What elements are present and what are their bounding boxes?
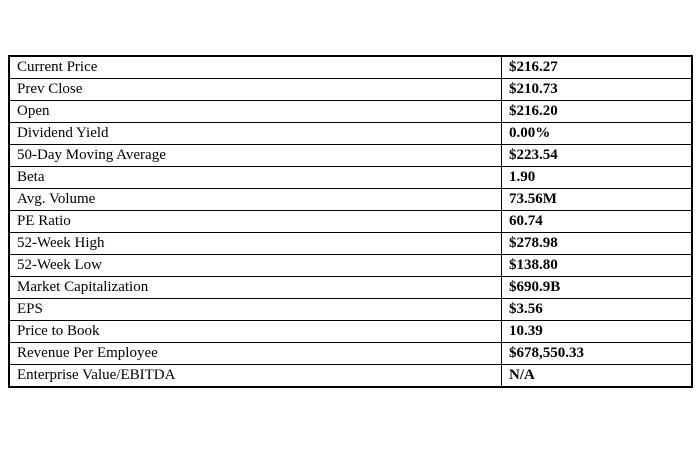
stat-label-cell: Enterprise Value/EBITDA <box>9 365 502 388</box>
stat-value-cell: $278.98 <box>502 233 693 255</box>
table-row <box>9 123 692 145</box>
table-row <box>9 343 692 365</box>
stat-value-cell: 10.39 <box>502 321 693 343</box>
table-row <box>9 365 692 388</box>
stat-label-cell: PE Ratio <box>9 211 502 233</box>
table-row <box>9 56 692 79</box>
table-row <box>9 321 692 343</box>
stat-value-cell: 60.74 <box>502 211 693 233</box>
stat-value-cell: N/A <box>502 365 693 388</box>
table-row <box>9 145 692 167</box>
stat-value-cell: $678,550.33 <box>502 343 693 365</box>
stat-value-cell: 0.00% <box>502 123 693 145</box>
stats-table <box>8 55 693 388</box>
stat-label-cell: Current Price <box>9 56 502 79</box>
stat-label-cell: Prev Close <box>9 79 502 101</box>
table-row <box>9 167 692 189</box>
stat-label-cell: 50-Day Moving Average <box>9 145 502 167</box>
table-row <box>9 211 692 233</box>
stat-value-cell: $3.56 <box>502 299 693 321</box>
stat-label-cell: Beta <box>9 167 502 189</box>
table-row <box>9 255 692 277</box>
stat-label-cell: Avg. Volume <box>9 189 502 211</box>
stat-label-cell: Open <box>9 101 502 123</box>
stat-value-cell: $138.80 <box>502 255 693 277</box>
stat-label-cell: 52-Week Low <box>9 255 502 277</box>
stat-value-cell: $223.54 <box>502 145 693 167</box>
table-row <box>9 299 692 321</box>
stat-label-cell: Dividend Yield <box>9 123 502 145</box>
table-row <box>9 79 692 101</box>
stat-label-cell: EPS <box>9 299 502 321</box>
stat-label-cell: Revenue Per Employee <box>9 343 502 365</box>
stat-value-cell: 1.90 <box>502 167 693 189</box>
stat-label-cell: 52-Week High <box>9 233 502 255</box>
stat-label-cell: Market Capitalization <box>9 277 502 299</box>
stat-label-cell: Price to Book <box>9 321 502 343</box>
table-row <box>9 233 692 255</box>
stat-value-cell: $690.9B <box>502 277 693 299</box>
table-row <box>9 189 692 211</box>
stat-value-cell: 73.56M <box>502 189 693 211</box>
table-row <box>9 101 692 123</box>
stat-value-cell: $216.20 <box>502 101 693 123</box>
stat-value-cell: $216.27 <box>502 56 693 79</box>
stats-table-body <box>9 56 692 387</box>
table-row <box>9 277 692 299</box>
stat-value-cell: $210.73 <box>502 79 693 101</box>
